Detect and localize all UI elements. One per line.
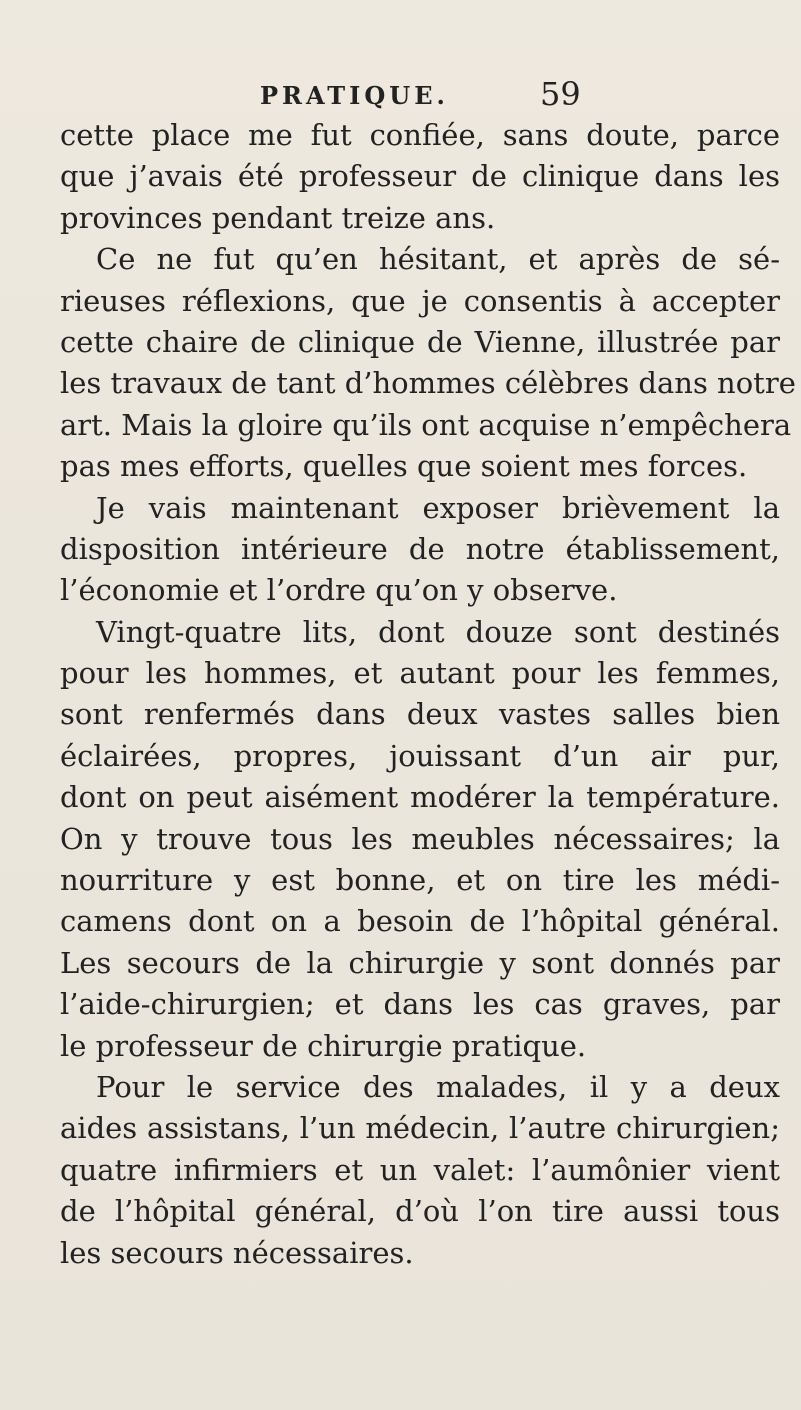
text-line: Je vais maintenant exposer brièvement la — [96, 490, 780, 525]
text-line: quatre infirmiers et un valet: l’aumônier vient — [60, 1152, 780, 1187]
text-line: pour les hommes, et autant pour les femmes, — [60, 656, 780, 691]
page-number: 59 — [540, 75, 581, 113]
text-line: Pour le service des malades, il y a deux — [96, 1069, 780, 1104]
text-line: rieuses réflexions, que je consentis à accepter — [60, 283, 780, 318]
text-line: sont renfermés dans deux vastes salles bien — [60, 697, 780, 732]
text-line: le professeur de chirurgie pratique. — [60, 1028, 587, 1063]
text-line: éclairées, propres, jouissant d’un air pur, — [60, 738, 780, 773]
text-line: art. Mais la gloire qu’ils ont acquise n’empêchera — [60, 407, 792, 442]
text-line: Ce ne fut qu’en hésitant, et après de sé- — [96, 242, 780, 277]
text-line: aides assistans, l’un médecin, l’autre chirurgien; — [60, 1111, 780, 1146]
text-line: cette place me fut confiée, sans doute, parce — [60, 118, 780, 152]
text-line: disposition intérieure de notre établissement, — [60, 531, 780, 566]
text-line: nourriture y est bonne, et on tire les médi- — [60, 863, 780, 898]
text-line: dont on peut aisément modérer la température. — [60, 780, 780, 815]
running-title: PRATIQUE. — [260, 81, 449, 110]
text-line: les secours nécessaires. — [60, 1235, 414, 1270]
text-line: les travaux de tant d’hommes célèbres dans notre — [60, 366, 796, 401]
text-line: camens dont on a besoin de l’hôpital général. — [60, 904, 780, 939]
text-line: cette chaire de clinique de Vienne, illustrée par — [60, 324, 780, 359]
text-line: que j’avais été professeur de clinique dans les — [60, 159, 780, 194]
text-line: l’économie et l’ordre qu’on y observe. — [60, 573, 618, 608]
text-line: de l’hôpital général, d’où l’on tire aussi tous — [60, 1194, 780, 1229]
text-line: Les secours de la chirurgie y sont donnés par — [60, 945, 780, 980]
text-line: On y trouve tous les meubles nécessaires; la — [60, 821, 780, 856]
text-line: provinces pendant treize ans. — [60, 200, 496, 235]
text-line: Vingt-quatre lits, dont douze sont destinés — [96, 614, 780, 649]
page-header — [0, 75, 801, 115]
text-line: pas mes efforts, quelles que soient mes forces. — [60, 449, 748, 484]
body-text — [60, 115, 796, 1274]
text-line: l’aide-chirurgien; et dans les cas graves, par — [60, 987, 780, 1022]
